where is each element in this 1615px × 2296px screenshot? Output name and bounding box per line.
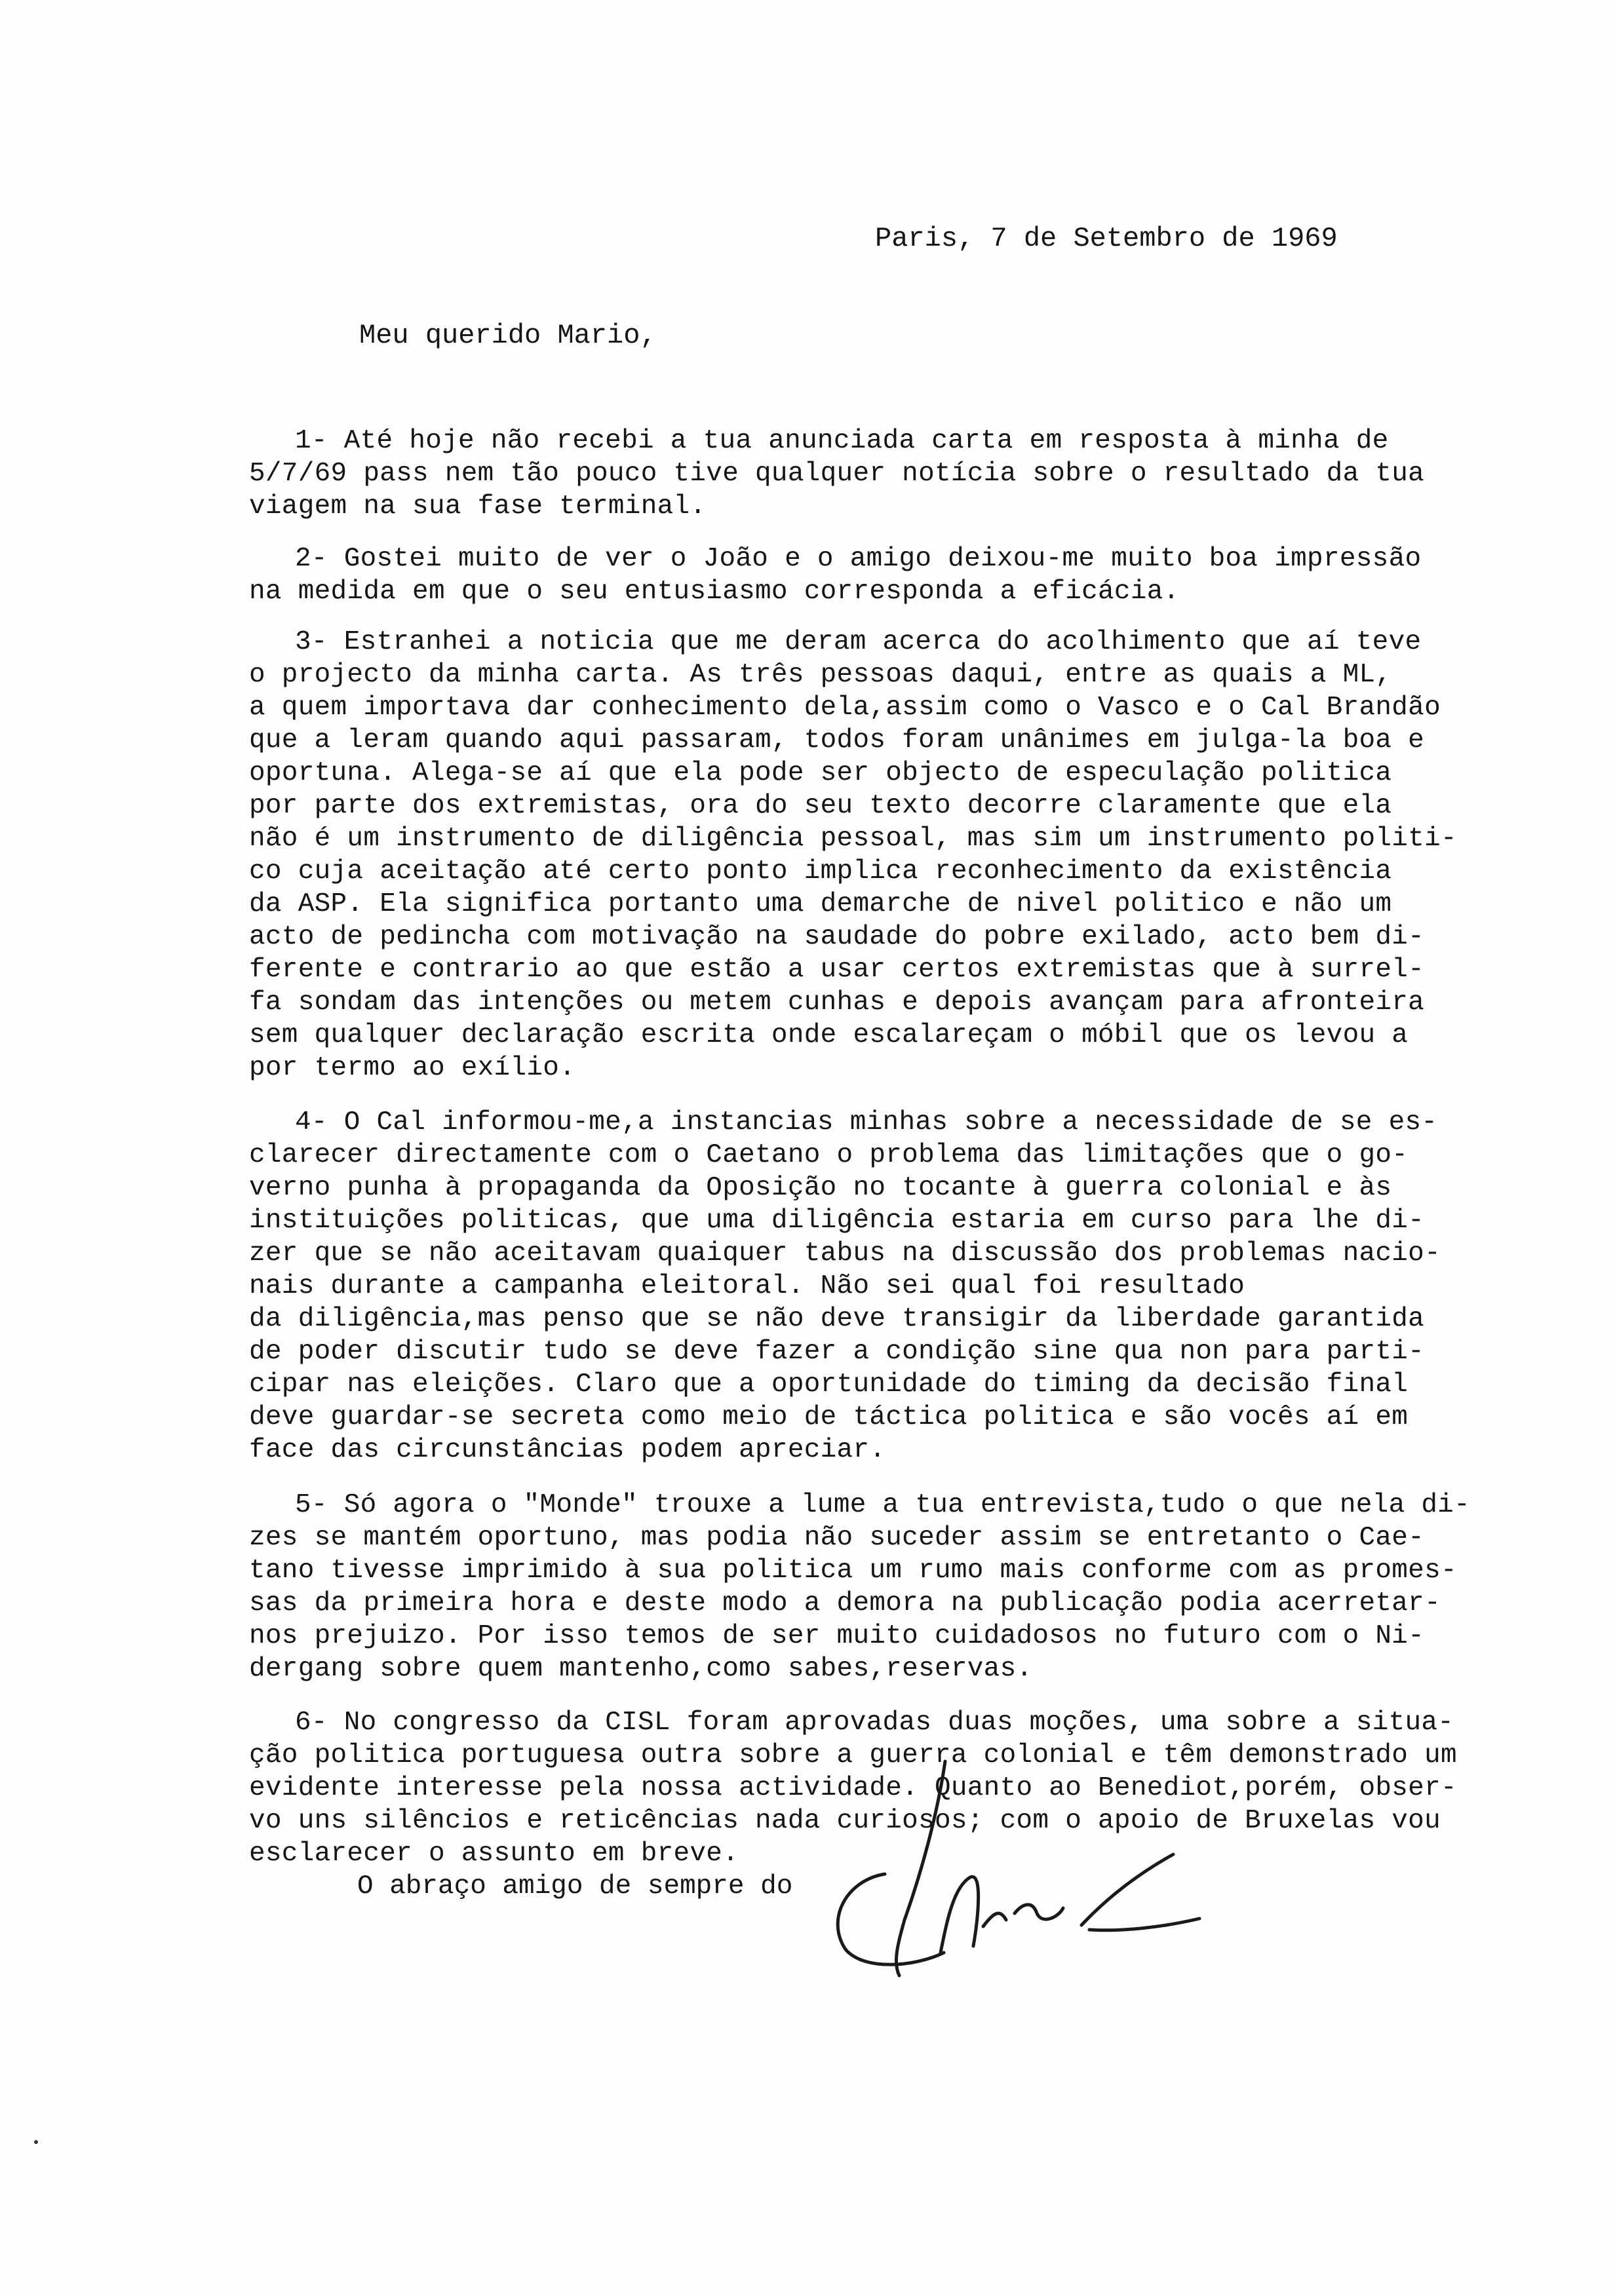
paragraph-3 xyxy=(249,626,1514,1084)
paragraph-1 xyxy=(249,425,1514,523)
paragraph-line: nais durante a campanha eleitoral. Não sei qual foi resultado xyxy=(249,1271,1245,1301)
paragraph-line: viagem na sua fase terminal. xyxy=(249,491,707,522)
paragraph-line: o projecto da minha carta. As três pessoas daqui, entre as quais a ML, xyxy=(249,660,1392,690)
paragraph-4 xyxy=(249,1106,1514,1466)
paragraph-line: sem qualquer declaração escrita onde escalareçam o móbil que os levou a xyxy=(249,1020,1409,1050)
ink-dot-icon xyxy=(31,2137,41,2147)
paragraph-line: da diligência,mas penso que se não deve transigir da liberdade garantida xyxy=(249,1304,1425,1334)
paragraph-line: co cuja aceitação até certo ponto implica reconhecimento da existência xyxy=(249,856,1392,887)
paragraph-line: 5/7/69 pass nem tão pouco tive qualquer notícia sobre o resultado da tua xyxy=(249,459,1425,489)
paragraph-line: evidente interesse pela nossa actividade. Quanto ao Benediot,porém, obser- xyxy=(249,1773,1457,1803)
paragraph-line: sas da primeira hora e deste modo a demora na publicação podia acerretar- xyxy=(249,1588,1441,1618)
paragraph-line: ção politica portuguesa outra sobre a guerra colonial e têm demonstrado um xyxy=(249,1740,1457,1770)
paragraph-line: esclarecer o assunto em breve. xyxy=(249,1839,739,1869)
paragraph-line: 1- Até hoje não recebi a tua anunciada carta em resposta à minha de xyxy=(295,426,1389,456)
salutation: Meu querido Mario, xyxy=(359,320,657,351)
paragraph-line: verno punha à propaganda da Oposição no tocante à guerra colonial e às xyxy=(249,1173,1392,1203)
paragraph-line: 3- Estranhei a noticia que me deram acerca do acolhimento que aí teve xyxy=(295,627,1422,657)
paragraph-5 xyxy=(249,1489,1514,1685)
paragraph-line: da ASP. Ela significa portanto uma demarche de nivel politico e não um xyxy=(249,889,1392,919)
letter-date: Paris, 7 de Setembro de 1969 xyxy=(875,223,1338,254)
paragraph-line: 2- Gostei muito de ver o João e o amigo deixou-me muito boa impressão xyxy=(295,544,1422,574)
paragraph-line: vo uns silêncios e reticências nada curiosos; com o apoio de Bruxelas vou xyxy=(249,1806,1441,1836)
paragraph-line: 4- O Cal informou-me,a instancias minhas sobre a necessidade de se es- xyxy=(295,1107,1438,1138)
paragraph-line: na medida em que o seu entusiasmo corresponda a eficácia. xyxy=(249,577,1180,607)
paragraph-line: oportuna. Alega-se aí que ela pode ser objecto de especulação politica xyxy=(249,758,1392,788)
paragraph-line: zer que se não aceitavam quaiquer tabus na discussão dos problemas nacio- xyxy=(249,1238,1441,1269)
paragraph-line: não é um instrumento de diligência pessoal, mas sim um instrumento politi- xyxy=(249,824,1457,854)
closing-line: O abraço amigo de sempre do xyxy=(357,1871,793,1902)
paragraph-line: acto de pedincha com motivação na saudade do pobre exilado, acto bem di- xyxy=(249,922,1425,952)
paragraph-line: zes se mantém oportuno, mas podia não suceder assim se entretanto o Cae- xyxy=(249,1523,1425,1553)
paragraph-line: cipar nas eleições. Claro que a oportunidade do timing da decisão final xyxy=(249,1369,1409,1400)
paragraph-line: clarecer directamente com o Caetano o problema das limitações que o go- xyxy=(249,1140,1409,1170)
paragraph-line: tano tivesse imprimido à sua politica um rumo mais conforme com as promes- xyxy=(249,1556,1457,1586)
paragraph-2 xyxy=(249,543,1514,608)
paragraph-line: deve guardar-se secreta como meio de táctica politica e são vocês aí em xyxy=(249,1402,1409,1432)
paragraph-line: de poder discutir tudo se deve fazer a condição sine qua non para parti- xyxy=(249,1337,1425,1367)
paragraph-line: face das circunstâncias podem apreciar. xyxy=(249,1435,886,1465)
paragraph-line: por termo ao exílio. xyxy=(249,1053,576,1083)
paragraph-line: nos prejuizo. Por isso temos de ser muito cuidadosos no futuro com o Ni- xyxy=(249,1621,1425,1651)
paragraph-line: instituições politicas, que uma diligência estaria em curso para lhe di- xyxy=(249,1206,1425,1236)
paragraph-line: a quem importava dar conhecimento dela,assim como o Vasco e o Cal Brandão xyxy=(249,693,1441,723)
paragraph-line: dergang sobre quem mantenho,como sabes,reservas. xyxy=(249,1654,1033,1684)
paragraph-line: 6- No congresso da CISL foram aprovadas duas moções, uma sobre a situa- xyxy=(295,1708,1454,1738)
paragraph-line: que a leram quando aqui passaram, todos foram unânimes em julga-la boa e xyxy=(249,725,1425,756)
paragraph-line: ferente e contrario ao que estão a usar certos extremistas que à surrel- xyxy=(249,955,1425,985)
paragraph-line: 5- Só agora o "Monde" trouxe a lume a tua entrevista,tudo o que nela di- xyxy=(295,1490,1471,1520)
paragraph-line: fa sondam das intenções ou metem cunhas e depois avançam para afronteira xyxy=(249,987,1425,1018)
paragraph-line: por parte dos extremistas, ora do seu texto decorre claramente que ela xyxy=(249,791,1392,821)
handwritten-signature-icon xyxy=(806,1756,1226,2038)
